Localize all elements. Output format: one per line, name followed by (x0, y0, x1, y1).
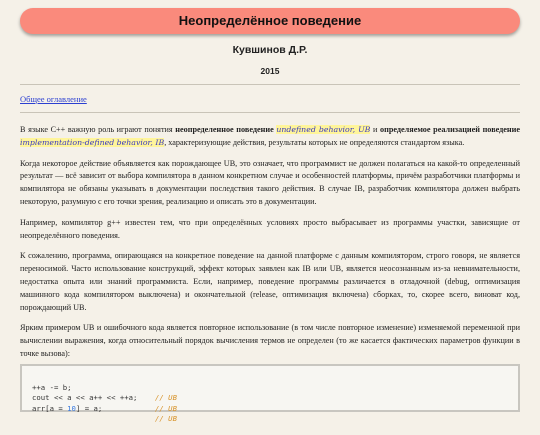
text-span: , характеризующие действия, результаты которых не определяются стандартом языка. (164, 137, 465, 147)
code-fragment: ] = a; (75, 403, 103, 413)
page-title: Неопределённое поведение (20, 8, 520, 34)
article-body (20, 124, 520, 369)
publication-year: 2015 (260, 66, 280, 76)
code-text: cout << a << a++ << ++a; (32, 393, 138, 402)
nav-divider (20, 112, 520, 113)
paragraph-portability: К сожалению, программа, опирающаяся на конкретное поведение на данной платформе с данным компилятором, строго говоря, не является переносимой. Часто использование конструкций, эффект которых заявлен как IB или UB, является неосознанным из-за невнимательности, недостатка опыта или знаний программиста. Если, например, поведение программы различается в отладочной (debug, оптимизация машинного кода компилятором выключена) и окончательной (release, оптимизация включена) сборках, то, скорее всего, виноват код, порождающий UB. (20, 251, 520, 312)
code-comment: // UB (155, 403, 177, 413)
paragraph-example-intro: Ярким примером UB и ошибочного кода является повторное использование (в том числе повторное изменение) изменяемой переменной при вычислении выражения, когда относительный порядок вычисления термов не определен (то же касается фактических параметров функции в точке вызова): (20, 323, 520, 358)
paragraph-ub-meaning: Когда некоторое действие объявляется как порождающее UB, это означает, что программист не должен полагаться на какой-то определенный результат — всё зависит от выбора компилятора в данном конкретном случае и особенностей платформы, причём разработчики платформы и компилятора не обязаны указывать в документации последствия такого действия. В случае IB, разработчик компилятора должен выбрать некоторую, разумную с его точки зрения, реализацию и описать это в документации. (20, 158, 520, 206)
paragraph-intro (20, 124, 520, 150)
code-fragment: arr[a = (32, 403, 68, 413)
text-span: В языке C++ важную роль играют понятия (20, 125, 176, 134)
code-number: 10 (67, 403, 76, 413)
text-span: и (370, 125, 381, 134)
author-name: Кувшинов Д.Р. (232, 44, 308, 56)
highlight-ub: undefined behavior, UB (276, 125, 371, 134)
code-comment: // UB (155, 393, 177, 402)
code-block (20, 364, 520, 423)
toc-link[interactable]: Общее оглавление (20, 94, 87, 104)
term-implementation-defined: определяемое реализацией поведение (380, 125, 520, 134)
code-text (32, 404, 102, 415)
code-comment: // UB (155, 414, 177, 423)
code-line (32, 393, 508, 423)
highlight-ib: implementation-defined behavior, IB (20, 137, 165, 147)
code-text: ++a -= b; (32, 382, 72, 392)
header-divider (20, 84, 520, 85)
paragraph-gcc-example: Например, компилятор g++ известен тем, что при определённых условиях просто выбрасывает из программы участки, зависящие от неопределённого поведения. (20, 217, 520, 240)
term-undefined-behavior: неопределенное поведение (175, 125, 274, 134)
